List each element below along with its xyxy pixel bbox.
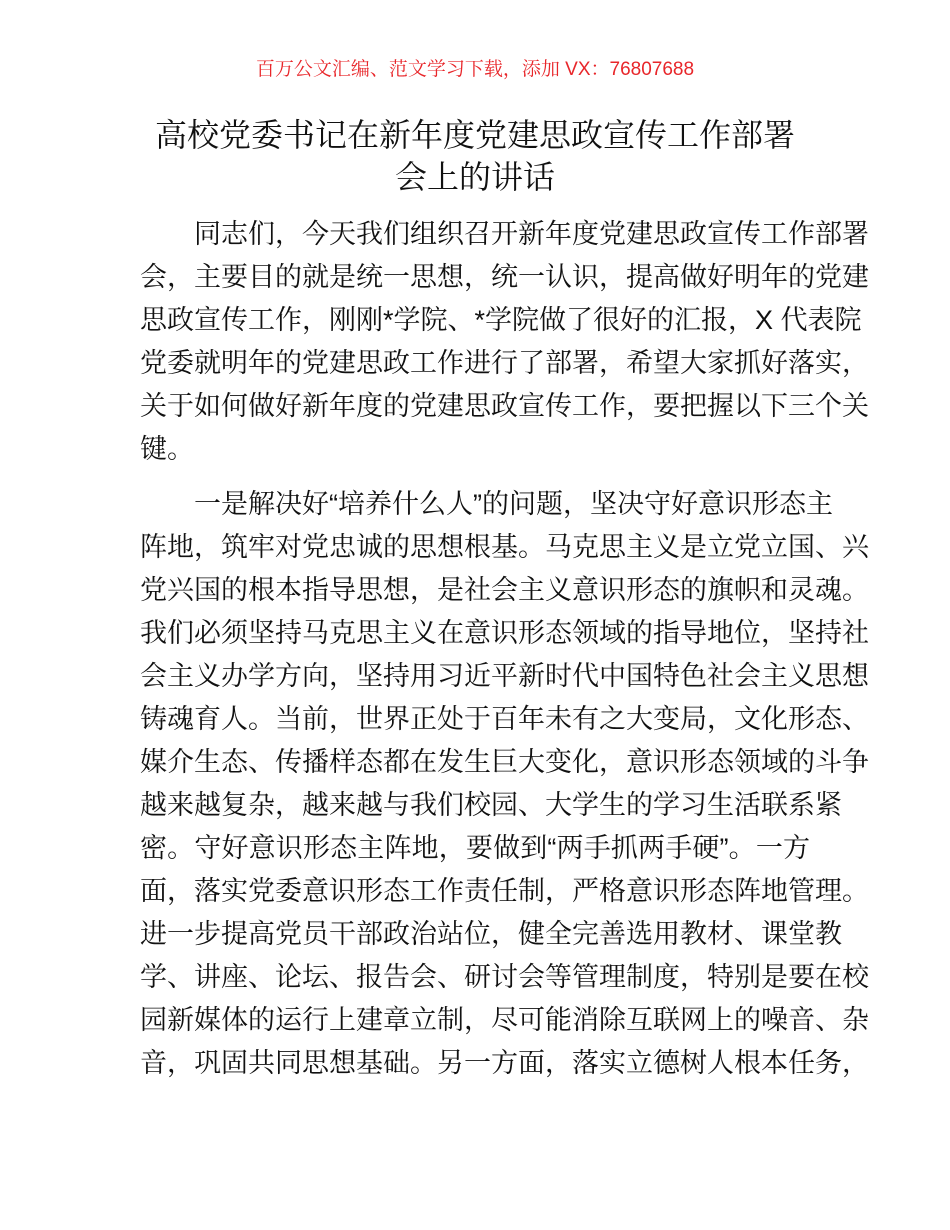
paragraph-point-one	[140, 483, 869, 1085]
paragraph-intro	[140, 213, 869, 471]
text-line: 媒介生态、传播样态都在发生巨大变化，意识形态领域的斗争	[140, 747, 869, 777]
text-line: 音，巩固共同思想基础。另一方面，落实立德树人根本任务，	[140, 1048, 869, 1078]
text-line: 思政宣传工作，刚刚*学院、*学院做了很好的汇报，X 代表院	[140, 305, 862, 335]
text-line: 越来越复杂，越来越与我们校园、大学生的学习生活联系紧	[140, 790, 842, 820]
text-line: 同志们，今天我们组织召开新年度党建思政宣传工作部署	[194, 219, 869, 249]
text-line: 密。守好意识形态主阵地，要做到“两手抓两手硬”。一方	[140, 833, 810, 863]
text-line: 学、讲座、论坛、报告会、研讨会等管理制度，特别是要在校	[140, 962, 869, 992]
title-line: 高校党委书记在新年度党建思政宣传工作部署	[154, 117, 795, 153]
document-title	[140, 114, 810, 198]
text-line: 关于如何做好新年度的党建思政宣传工作，要把握以下三个关	[140, 391, 869, 421]
text-line: 阵地，筑牢对党忠诚的思想根基。马克思主义是立党立国、兴	[140, 532, 869, 562]
watermark-header: 百万公文汇编、范文学习下载，添加 VX：76807688	[255, 59, 695, 80]
text-line: 党兴国的根本指导思想，是社会主义意识形态的旗帜和灵魂。	[140, 575, 869, 605]
text-line: 党委就明年的党建思政工作进行了部署，希望大家抓好落实，	[140, 348, 869, 378]
text-line: 面，落实党委意识形态工作责任制，严格意识形态阵地管理。	[140, 876, 869, 906]
text-line: 我们必须坚持马克思主义在意识形态领域的指导地位，坚持社	[140, 618, 869, 648]
text-line: 进一步提高党员干部政治站位，健全完善选用教材、课堂教	[140, 919, 842, 949]
text-line: 铸魂育人。当前，世界正处于百年未有之大变局，文化形态、	[140, 704, 869, 734]
text-line: 会，主要目的就是统一思想，统一认识，提高做好明年的党建	[140, 262, 869, 292]
text-line: 园新媒体的运行上建章立制，尽可能消除互联网上的噪音、杂	[140, 1005, 869, 1035]
text-line: 一是解决好“培养什么人”的问题，坚决守好意识形态主	[194, 489, 833, 519]
title-line: 会上的讲话	[394, 159, 555, 195]
text-line: 会主义办学方向，坚持用习近平新时代中国特色社会主义思想	[140, 661, 869, 691]
text-line: 键。	[140, 434, 194, 464]
